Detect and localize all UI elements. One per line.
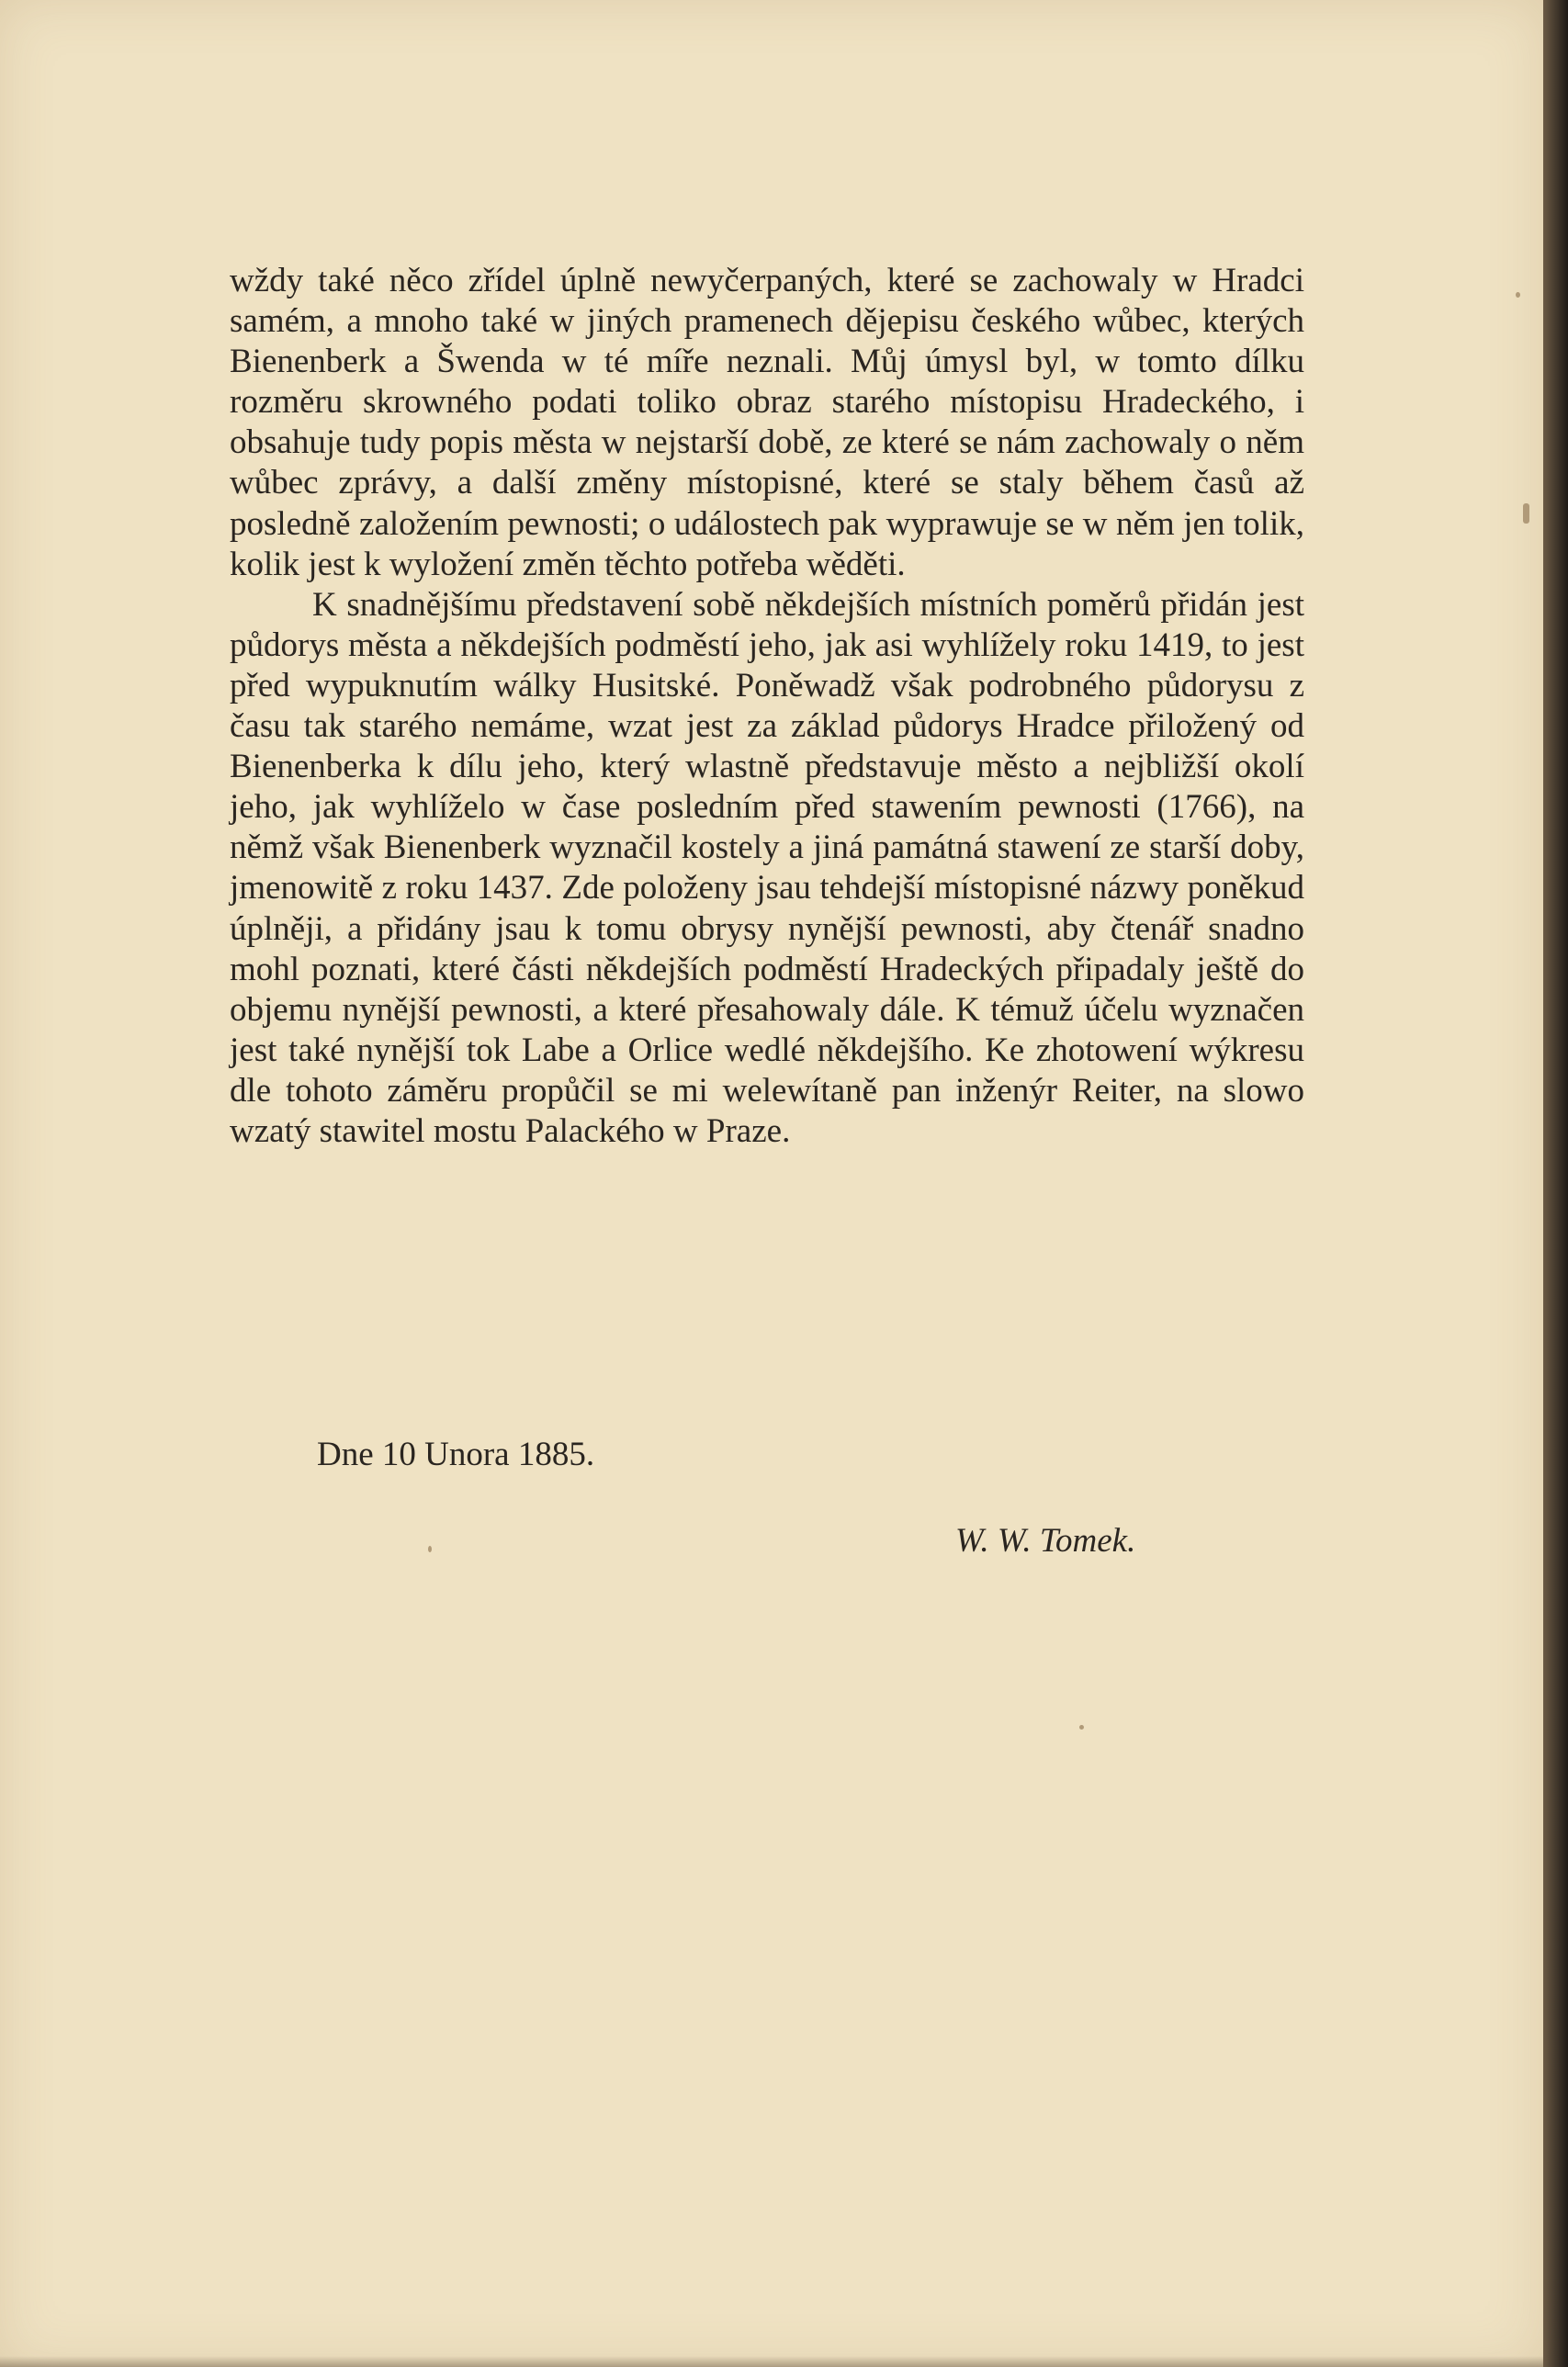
page-bottom-edge	[0, 2356, 1543, 2367]
date-line: Dne 10 Unora 1885.	[317, 1436, 595, 1473]
paragraph-plan-description: K snadnějšímu představení sobě někdejších místních poměrů přidán jest půdorys města a někdejších podměstí jeho, jak asi wyhlížely roku 1419, to jest před wypuknutím wálky Husitské. Poněwadž však podrobného půdorysu z času tak starého nemáme, wzat jest za základ půdorys Hradce přiložený od Bienenberka k dílu jeho, který wlastně představuje město a nejbližší okolí jeho, jak wyhlíželo w čase posledním před stawením pewnosti (1766), na němž však Bienenberk wyznačil kostely a jiná památná stawení ze starší doby, jmenowitě z roku 1437. Zde položeny jsau tehdejší místopisné názwy poněkud úplněji, a přidány jsau k tomu obrysy nynější pewnosti, aby čtenář snadno mohl poznati, které části někdejších podměstí Hradeckých připadaly ještě do objemu nynější pewnosti, a které přesahowaly dále. K témuž účelu wyznačen jest také nynější tok Labe a Orlice wedlé někdejšího. Ke zhotowení wýkresu dle tohoto záměru propůčil se mi welewítaně pan inženýr Reiter, na slowo wzatý stawitel mostu Palackého w Praze.	[230, 585, 1304, 1150]
paper-speck	[1523, 503, 1529, 524]
author-signature: W. W. Tomek.	[955, 1522, 1136, 1560]
paper-speck	[1516, 292, 1520, 298]
scan-edge-shadow	[1543, 0, 1568, 2367]
paper-speck	[1079, 1725, 1084, 1730]
paragraph-continuation: wždy také něco zřídel úplně newyčerpaných, které se zachowaly w Hradci samém, a mnoho také w jiných pramenech dějepisu českého wůbec, kterých Bienenberk a Šwenda w té míře neznali. Můj úmysl byl, w tomto dílku rozměru skrowného podati toliko obraz starého místopisu Hradeckého, i obsahuje tudy popis města w nejstarší době, ze které se nám zachowaly o něm wůbec zprávy, a další změny místopisné, které se staly během časů až posledně založením pewnosti; o událostech pak wyprawuje se w něm jen tolik, kolik jest k wyložení změn těchto potřeba wěděti.	[230, 262, 1304, 583]
body-text	[230, 261, 1304, 1152]
paper-speck	[428, 1546, 432, 1552]
